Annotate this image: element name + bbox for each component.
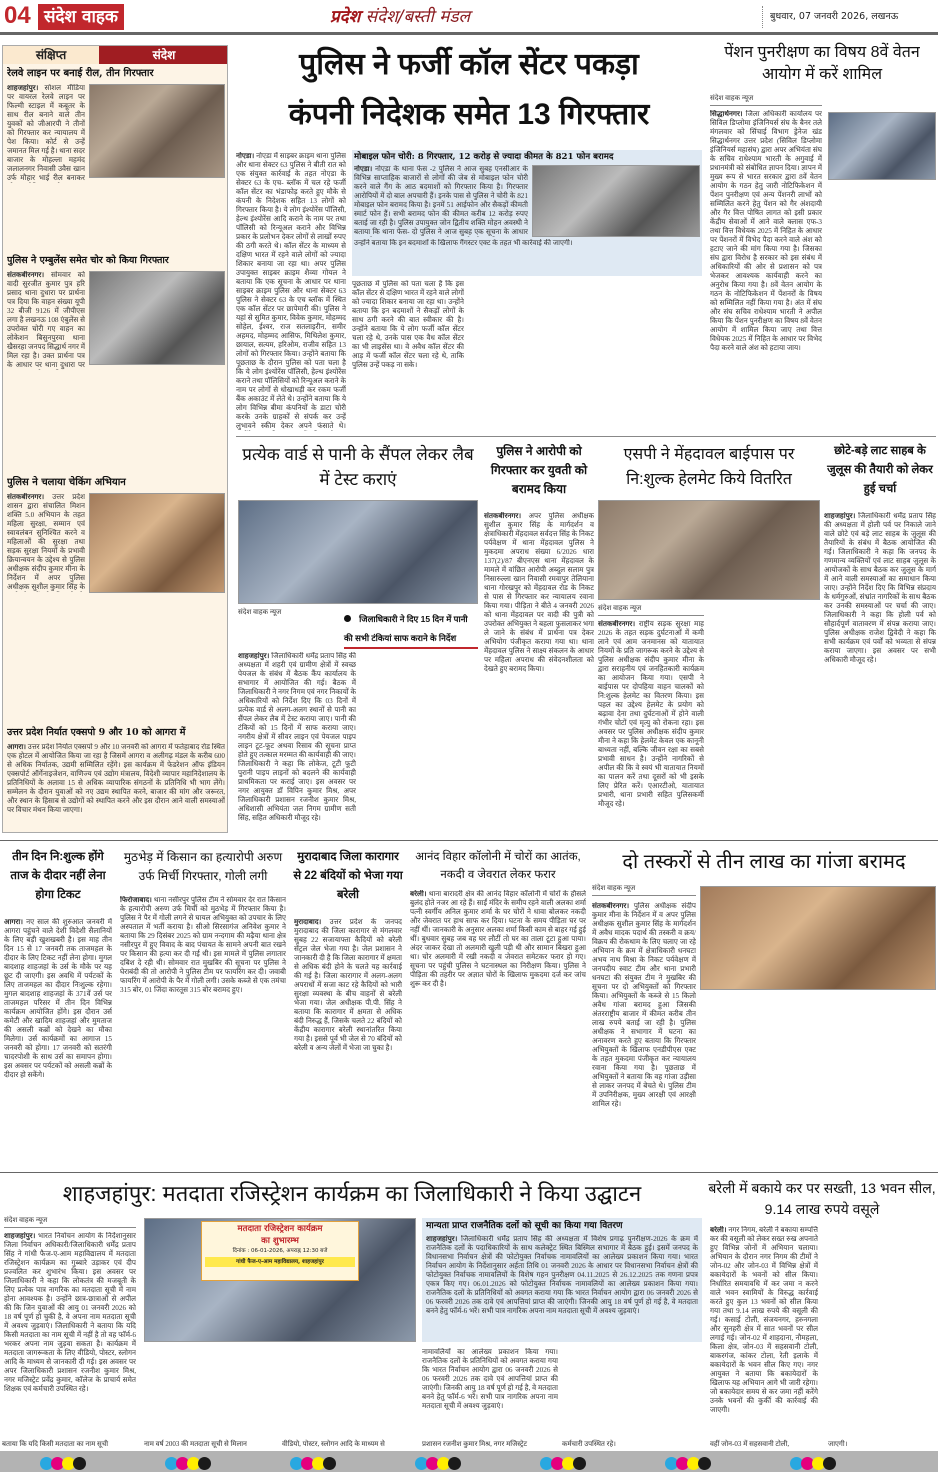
pension-byline: संदेश वाहक न्यूज bbox=[710, 94, 822, 106]
divider bbox=[0, 840, 938, 841]
bareilly-tax-body-col2 bbox=[824, 1226, 934, 1433]
helmet-body-col2 bbox=[710, 604, 820, 829]
column-flow: उन्होंने बताया कि इन बदमाशों के खिलाफ गैंगस्टर एक्ट के तहत भी कार्रवाई की जाएगी। bbox=[354, 239, 573, 247]
footer-fragment: नाम वर्ष 2003 की मतदाता सूची से मिलान bbox=[144, 1440, 247, 1448]
lead-body-col2 bbox=[352, 280, 464, 424]
pension-headline: पेंशन पुनरीक्षण का विषय 8वें वेतन आयोग में करें शामिल bbox=[724, 44, 920, 83]
registration-dot bbox=[323, 1457, 336, 1470]
event-banner-venue: गांधी फैज-ए-आम महाविद्यालय, शाहजहांपुर bbox=[205, 1257, 355, 1267]
lead-headline-line1: पुलिस ने फर्जी कॉल सेंटर पकड़ा bbox=[299, 48, 639, 81]
event-banner-date: दिनांक : 06-01-2026, अपराह्न 12:30 बजे bbox=[232, 1248, 328, 1254]
sidebar-tab-left: संक्षिप्त bbox=[3, 46, 99, 64]
section-title-bold: प्रदेश bbox=[330, 7, 361, 27]
footer-fragment: वीडियो, पोस्टर, स्लोगन आदि के माध्यम से bbox=[282, 1440, 385, 1448]
column-flow: सिद्धार्थनगर। जिला अधिकारी कार्यालय पर सिविल डिप्लोमा इंजिनियर्स संघ के बैनर तले मंगलवार को सिंचाई विभाग ड्रेनेज खंड सिद्धार्थनगर उत्तर प्रदेश (सिविल डिप्लोमा इंजिनियर्स महासंघ) द्वारा अपर अभियंता संघ के सचिव राधेश्याम भारती के अगुवाई में प्रधानमंत्री को संबोधित ज्ञापन दिया। ज्ञापन में मुख्य रूप से भारत सरकार द्वारा 8वें वेतन आयोग के गठन हेतु जारी नोटिफिकेशन में पेंशन पुनरीक्षण एवं अन्य पेंशनरी लाभों को सम्मिलित करने हेतु पेंशन को गैर अंशदायी और गैर वित्त पोषित लागत को इसी प्रकार केंद्रीय सेवाओं में आने वाले क्लास एफ-3 तथा वित्त विधेयक 2025 में निहित के आधार पर पेंशनरों में विभेद पैदा करने वाले अंश को हटाए जाने की मांग किया गया है। जिसका संघ द्वारा विरोध है सरकार को इस संबंध में अधिकारियों की ओर से प्रशासन को पत्र भेजकर आवश्यक कार्यवाही करने का अनुरोध किया गया है। 8वें वेतन आयोग के गठन के नोटिफिकेशन में पेंशनरों के विषय को सम्मिलित नहीं किया गया है। अंत में संघ और संघ सचिव राधेश्याम भारती ने अपील किया कि पेंशन पुनरीक्षण का विषय 8वें वेतन आयोग में शामिल किया जाए तथा वित्त विधेयक 2025 में निहित के आधार पर विभेद पैदा करने वाले अंश को हटाया जाय। bbox=[710, 110, 822, 352]
column-flow: शाहजहांपुर। जिलाधिकारी धर्मेंद्र प्रताप सिंह की अध्यक्षता में होली पर्व पर निकाले जाने वाले छोटे एवं बड़े लाट साहब के जुलूस की तैयारियों के संबंध में बैठक आयोजित की गई। जिलाधिकारी ने कहा कि जनपद के गणमान्य व्यक्तियों एवं लाट साहब जुलूस के आयोजकों के साथ बैठक कर जुलूस के मार्ग में आने वाली समस्याओं का समाधान किया जाए। उन्होंने निर्देश दिए कि विभिन्न संप्रदाय के धर्मगुरुओं, संभ्रांत नागरिकों के साथ बैठक कर उनकी समस्याओं पर चर्चा की जाए। जिलाधिकारी ने कहा कि होली पर्व को सौहार्दपूर्ण वातावरण में संपन्न कराया जाए। पुलिस अधीक्षक राजेश द्विवेदी ने कहा कि सभी कार्यक्रम एवं पर्वों को भव्यता से संपन्न कराया जाएगा। इस अवसर पर सभी अधिकारी मौजूद रहे। bbox=[824, 512, 936, 664]
event-banner-title: मतदाता रजिस्ट्रेशन कार्यक्रम bbox=[237, 1224, 323, 1234]
cmyk-registration-mark bbox=[665, 1455, 717, 1469]
brief-photo bbox=[89, 84, 225, 178]
footer-fragment: बताया कि यदि किसी मतदाता का नाम सूची bbox=[2, 1440, 109, 1448]
cmyk-registration-mark bbox=[290, 1455, 342, 1469]
column-flow: संतकबीरनगर। सोमवार को वादी सुरजीत कुमार पुत्र हरि प्रसाद थाना दुधारा पर प्रार्थना पत्र दिया कि वाहन संख्या यूपी 32 बीजी 9126 में जीपीएस लगा है लखनऊ 108 एंबुलेंस से उपरोक्त चोरी गए वाहन का लोकेशन बिसुनपुरवा थाना खैसरहा जनपद सिद्धार्थ नगर में मिल रहा है। उक्त प्रार्थना पत्र के आधार पर थाना दुधारा पर bbox=[7, 271, 85, 369]
brief-photo bbox=[89, 493, 225, 593]
kidnap-body bbox=[484, 512, 594, 827]
voter-body-col2 bbox=[144, 1348, 276, 1429]
brief-body bbox=[7, 271, 85, 370]
anand-vihar-story bbox=[408, 846, 588, 1168]
column-flow: संतकबीरनगर। अपर पुलिस अधीक्षक सुशील कुमार सिंह के मार्गदर्शन व क्षेत्राधिकारी मेंहदावल सर्वदत्त सिंह के निकट पर्यवेक्षण में थाना मेंहदावल पुलिस ने मुकदमा अपराध संख्या 6/2026 धारा 137(2)/87 बीएनएस थाना मेंहदावल के मामले में वांछित आरोपी अब्दुल सलाम पुत्र निसारुल्ला खान निवासी रमवापुर तेलियाना थाना गोरखपुर को मेंहदावल रोड के निकट से पास से गिरफ्तार कर न्यायालय रवाना किया गया। पीड़िता ने बीते 4 जनवरी 2026 को थाना मेंहदावल पर वादी की पुत्री को उपरोक्त अभियुक्त ने बहला फुसलाकर भगा ले जाने के संबंध में प्रार्थना पत्र देकर अभियोग पंजीकृत कराया गया था। थाना मेंहदावल पुलिस ने साक्ष्य संकलन के आधार पर महिला अपराध की संवेदनशीलता को देखते हुए बरामद किया। bbox=[484, 512, 594, 673]
encounter-headline: मुठभेड़ में किसान का हत्यारोपी अरुण उर्फ मिर्ची गिरफ्तार, गोली लगी bbox=[123, 850, 283, 883]
water-body-col2 bbox=[360, 652, 478, 832]
footer-fragment: वहीं जोन-03 में सहसवानी टोली, bbox=[710, 1440, 790, 1448]
helmet-headline: एसपी ने मेंहदावल बाईपास पर नि:शुल्क हेलमेट किये वितरित bbox=[623, 446, 795, 488]
moradabad-body bbox=[294, 918, 402, 1161]
registration-dot bbox=[573, 1457, 586, 1470]
voter-headline: शाहजहांपुर: मतदाता रजिस्ट्रेशन कार्यक्रम का जिलाधिकारी ने किया उद्घाटन bbox=[62, 1181, 642, 1206]
lead-story bbox=[236, 40, 702, 434]
moradabad-headline: मुरादाबाद जिला कारागार से 22 बंदियों को भेजा गया बरेली bbox=[293, 851, 403, 901]
footer-fragment: जाएगी। bbox=[828, 1440, 848, 1448]
event-banner bbox=[201, 1221, 359, 1281]
registration-dot bbox=[198, 1457, 211, 1470]
column-flow: संतकबीरनगर। पुलिस अधीक्षक संदीप कुमार मीना के निर्देशन में व अपर पुलिस अधीक्षक सुशील कुमार सिंह के मार्गदर्शन में अवैध मादक पदार्थ की तस्करी व क्रय/विक्रय की रोकथाम के लिए चलाए जा रहे अभियान के क्रम में क्षेत्राधिकारी धनघटा अभय नाथ मिश्रा के निकट पर्यवेक्षण में जनपदीय स्वाट टीम और थाना प्रभारी धनघटा की संयुक्त टीम ने मुखबिर की सूचना पर दो अभियुक्तों को गिरफ्तार किया। अभियुक्तों के कब्जे से 15 किलो अवैध गांजा बरामद हुआ जिसकी अंतरराष्ट्रीय बाजार में कीमत करीब तीन लाख रुपये बताई जा रही है। पुलिस अधीक्षक ने सभागार में घटना का अनावरण करते हुए बताया कि गिरफ्तार अभियुक्तों के खिलाफ एनडीपीएस एक्ट के तहत मुकदमा पंजीकृत कर न्यायालय रवाना किया गया है। पूछताछ में अभियुक्तों ने बताया कि वह गांजा उड़ीसा से लाकर जनपद में बेचते थे। पुलिस टीम में उपनिरीक्षक, मुख्य आरक्षी एवं आरक्षी शामिल रहे। bbox=[592, 902, 696, 1108]
parties-body bbox=[426, 1235, 698, 1334]
date-line: बुधवार, 07 जनवरी 2026, लखनऊ bbox=[770, 11, 899, 22]
date-divider bbox=[762, 6, 763, 28]
voter-body-col3 bbox=[282, 1348, 416, 1429]
lead-body-col3 bbox=[470, 280, 582, 424]
column-flow: शाहजहांपुर। भारत निर्वाचन आयोग के निर्देशानुसार जिला निर्वाचन अधिकारी/जिलाधिकारी धर्मेंद्र प्रताप सिंह ने गांधी फैज-ए-आम महाविद्यालय में मतदाता रजिस्ट्रेशन कार्यक्रम का गुब्बारे उड़ाकर एवं दीप प्रज्वलित कर शुभारंभ किया। इस अवसर पर जिलाधिकारी ने कहा कि लोकतंत्र की मजबूती के लिए प्रत्येक पात्र नागरिक का मतदाता सूची में नाम होना आवश्यक है। उन्होंने छात्र-छात्राओं से अपील की कि जिन युवाओं की आयु 01 जनवरी 2026 को 18 वर्ष पूर्ण हो चुकी है, वे अपना नाम मतदाता सूची में अवश्य जुड़वाएं। जिलाधिकारी ने बताया कि यदि किसी मतदाता का नाम सूची में नहीं है तो वह फॉर्म-6 भरकर अपना नाम जुड़वा सकता है। कार्यक्रम में मतदाता जागरूकता के लिए वीडियो, पोस्टर, स्लोगन आदि के माध्यम से जानकारी दी गई। इस अवसर पर अपर जिलाधिकारी प्रशासन रजनीश कुमार मिश्र, नगर मजिस्ट्रेट प्रवेंद्र कुमार, कॉलेज के प्राचार्य समेत शिक्षक एवं कर्मचारी उपस्थित रहे। bbox=[4, 1232, 136, 1393]
taj-story bbox=[2, 846, 114, 1168]
helmet-distribution-photo bbox=[598, 500, 820, 600]
ganja-byline: संदेश वाहक न्यूज bbox=[592, 884, 696, 896]
brief-body bbox=[7, 743, 225, 824]
ganja-body bbox=[592, 902, 696, 1163]
brief-headline: रेलवे लाइन पर बनाई रील, तीन गिरफ्तार bbox=[7, 68, 154, 79]
section-title-rest: संदेश/बस्ती मंडल bbox=[365, 7, 471, 27]
ganja-seizure-photo bbox=[700, 886, 936, 990]
brief-body-continued bbox=[7, 185, 225, 248]
kidnap-story bbox=[484, 440, 594, 836]
voter-byline: संदेश वाहक न्यूज bbox=[4, 1216, 136, 1228]
parties-body-col2 bbox=[422, 1348, 558, 1429]
cmyk-registration-mark bbox=[165, 1455, 217, 1469]
column-flow: बरेली। थाना बारादरी क्षेत्र की आनंद विहार कॉलोनी में चोरों के हौसले बुलंद होते नजर आ रहे हैं। साईं मंदिर के समीप रहने वाली अलका शर्मा पत्नी स्वर्गीय अनिल कुमार शर्मा के घर चोरों ने धावा बोलकर नकदी और जेवरात पर हाथ साफ कर दिया। घटना के समय पीड़िता घर पर नहीं थीं। जानकारी के अनुसार अलका शर्मा किसी काम से बाहर गई हुई थीं। बुधवार सुबह जब वह घर लौटीं तो घर का ताला टूटा हुआ पाया। अंदर जाकर देखा तो अलमारी खुली पड़ी थी और सामान बिखरा हुआ था। चोर अलमारी में रखी नकदी व जेवरात समेटकर फरार हो गए। सूचना पर पहुंची पुलिस ने घटनास्थल का निरीक्षण किया। पुलिस ने पीड़िता की तहरीर पर अज्ञात चोरों के खिलाफ मुकदमा दर्ज कर जांच शुरू कर दी है। bbox=[410, 890, 586, 988]
masthead bbox=[0, 0, 938, 36]
helmet-body bbox=[598, 620, 704, 827]
brief-photo bbox=[89, 271, 225, 365]
voter-body bbox=[4, 1232, 136, 1430]
column-flow: संतकबीरनगर। उत्तर प्रदेश शासन द्वारा संचालित मिशन शक्ति 5.0 अभियान के तहत महिला सुरक्षा, सम्मान एवं स्वावलंबन सुनिश्चित करने व महिलाओं की सुरक्षा तथा सड़क सुरक्षा नियमों के प्रभावी क्रियान्वयन के उद्देश्य से पुलिस अधीक्षक संदीप कुमार मीना के निर्देशन में अपर पुलिस अधीक्षक सुशील कुमार सिंह के bbox=[7, 493, 85, 591]
kidnap-headline: पुलिस ने आरोपी को गिरफ्तार कर युवती को बरामद किया bbox=[490, 444, 588, 496]
voter-story bbox=[2, 1176, 702, 1436]
moradabad-story bbox=[292, 846, 404, 1168]
brief-headline: पुलिस ने चलाया चेकिंग अभियान bbox=[7, 477, 126, 488]
water-byline: संदेश वाहक न्यूज bbox=[238, 609, 282, 616]
pension-photo bbox=[828, 112, 936, 180]
taj-headline: तीन दिन नि:शुल्क होंगे ताज के दीदार नहीं लेना होगा टिकट bbox=[10, 851, 106, 901]
parties-box bbox=[422, 1218, 702, 1342]
anand-vihar-headline: आनंद विहार कॉलोनी में चोरों का आतंक, नकदी व जेवरात लेकर फरार bbox=[415, 851, 581, 881]
column-flow: संतकबीरनगर। राष्ट्रीय सड़क सुरक्षा माह 2026 के तहत सड़क दुर्घटनाओं में कमी लाने एवं आम जनमानस को यातायात नियमों के प्रति जागरूक करने के उद्देश्य से पुलिस अधीक्षक संदीप कुमार मीना के द्वारा सराहनीय एवं जनहितकारी कार्यक्रम का आयोजन किया गया। एसपी ने बाईपास पर दोपहिया वाहन चालकों को नि:शुल्क हेलमेट का वितरण किया। इस पहल का उद्देश्य हेलमेट के प्रयोग को बढ़ावा देना तथा दुर्घटनाओं में होने वाली गंभीर चोटों एवं मृत्यु को रोकना रहा। इस अवसर पर पुलिस अधीक्षक संदीप कुमार मीना ने कहा कि हेलमेट केवल एक कानूनी बाध्यता नहीं, बल्कि जीवन रक्षा का सबसे प्रभावी साधन है। उन्होंने नागरिकों से अपील की कि वे स्वयं भी यातायात नियमों का पालन करें तथा दूसरों को भी इसके लिए प्रेरित करें। एआरटीओ, यातायात प्रभारी, थाना प्रभारी सहित पुलिसकर्मी मौजूद रहे। bbox=[598, 620, 704, 808]
lead-body-col4 bbox=[588, 280, 702, 424]
bullet-icon bbox=[344, 615, 351, 622]
pension-story bbox=[708, 40, 936, 434]
mobile-phones-photo bbox=[532, 165, 700, 237]
section-title bbox=[330, 6, 470, 28]
divider bbox=[236, 436, 936, 437]
water-highlight bbox=[344, 607, 478, 649]
water-headline: प्रत्येक वार्ड से पानी के सैंपल लेकर लैब में टेस्ट कराएं bbox=[242, 445, 474, 489]
pension-body bbox=[710, 110, 822, 434]
bareilly-tax-story bbox=[708, 1176, 936, 1436]
ganja-headline: दो तस्करों से तीन लाख का गांजा बरामद bbox=[622, 851, 906, 873]
cmyk-registration-mark bbox=[40, 1455, 92, 1469]
registration-dot bbox=[73, 1457, 86, 1470]
column-flow: नोएडा। नोएडा में साइबर क्राइम थाना पुलिस और थाना सेक्टर 63 पुलिस ने बीती रात को एक संयुक्त कार्रवाई के तहत नोएडा के सेक्टर 63 के एच- ब्लॉक में चल रहे फर्जी कॉल सेंटर का भंडाफोड़ करते हुए मौके से कंपनी के निदेशक सहित 13 लोगों को गिरफ्तार किया है। ये लोग इंश्योरेंस पॉलिसी, हेल्थ इंश्योरेंस आदि कराने के नाम पर तथा पॉलिसी को रिन्यूअल कराने और विभिन्न प्रकार के प्रलोभन देकर लोगों से लाखों रुपए की ठगी करते थे। कॉल सेंटर के माध्यम से दक्षिण भारत में रहने वाले लोगों को ज्यादा शिकार बनाया जा रहा था। अपर पुलिस उपायुक्त साइबर क्राइम शैव्या गोयल ने बताया कि एक सूचना के आधार पर थाना साइबर क्राइम पुलिस और थाना सेक्टर 63 पुलिस ने सेक्टर 63 के एच ब्लॉक में स्थित एक कॉल सेंटर पर छापेमारी की। पुलिस ने यहां से सुमित कुमार, विवेक कुमार, मोहम्मद सोहेल, ईश्वर, राज सतलाइरीन, समीर अहमद, मोहम्मद आसिफ, मिथिलेश कुमार, छायाल, सत्यम, हरिओम, राजीव सहित 13 लोगों को गिरफ्तार किया। उन्होंने बताया कि पूछताछ के दौरान पुलिस को पता चला है कि ये लोग इंश्योरेंस पॉलिसी, हेल्थ इंश्योरेंस कराने तथा पॉलिसियों को रिन्यूअल कराने के नाम पर लोगों से धोखाधड़ी कर रकम फर्जी बैंक अकाउंट में लेते थे। उन्होंने बताया कि ये लोग विभिन्न बीमा कंपनियों के डाटा चोरी करके उनके ग्राहकों से संपर्क कर उन्हें लुभावने स्कीम देकर अपने फंसाते थे। bbox=[236, 152, 346, 430]
holi-story bbox=[824, 440, 936, 836]
cmyk-registration-mark bbox=[790, 1455, 842, 1469]
encounter-story bbox=[118, 846, 288, 1168]
bareilly-tax-headline: बरेली में बकाये कर पर सख्ती, 13 भवन सील, 9.14 लाख रुपये वसूले bbox=[708, 1180, 936, 1217]
footer-fragment: प्रशासन रजनीश कुमार मिश्र, नगर मजिस्ट्रेट bbox=[422, 1440, 528, 1448]
mobile-theft-body-continued bbox=[354, 239, 700, 275]
column-flow: शाहजहांपुर। जिलाधिकारी धर्मेंद्र प्रताप सिंह की अध्यक्षता में विशेष प्रगाढ़ पुनरीक्षण-2026 के क्रम में राजनैतिक दलों के पदाधिकारियों के साथ कलेक्ट्रेट स्थित बिस्मिल सभागार में बैठक हुई। इसमें जनपद के विधानसभा निर्वाचन क्षेत्रों की फोटोयुक्त निर्वाचक नामावलियों का आलेख्य प्रकाशन किया गया। भारत निर्वाचन आयोग के निर्देशानुसार अर्हता तिथि 01 जनवरी 2026 के आधार पर विधानसभा निर्वाचन क्षेत्रों की फोटोयुक्त निर्वाचक नामावलियों के विशेष गहन पुनरीक्षण 04.11.2025 से 26.12.2025 तक गणना प्रपत्र एकत्र किए गए। 06.01.2026 को फोटोयुक्त निर्वाचक नामावलियों का आलेख्य प्रकाशन किया गया। राजनैतिक दलों के प्रतिनिधियों को अवगत कराया गया कि भारत निर्वाचन आयोग द्वारा 06 जनवरी 2026 से 06 फरवरी 2026 तक दावे एवं आपत्तियां प्राप्त की जाएंगी। जिनकी आयु 18 वर्ष पूर्ण हो गई है, वे मतदाता बनने हेतु फॉर्म-6 भरें। सभी पात्र नागरिक अपना नाम मतदाता सूची में अवश्य जुड़वाएं। bbox=[426, 1235, 698, 1315]
masthead-rule bbox=[0, 32, 938, 35]
event-banner-subtitle: का शुभारम्भ bbox=[261, 1236, 299, 1246]
paper-name-logo: संदेश वाहक bbox=[38, 4, 124, 30]
column-flow: शाहजहांपुर। जिलाधिकारी धर्मेंद्र प्रताप सिंह की अध्यक्षता में शहरी एवं ग्रामीण क्षेत्रों में स्वच्छ पेयजल के संबंध में बैठक कैंप कार्यालय के सभागार में आयोजित की गई। बैठक में जिलाधिकारी ने नगर निगम एवं नगर निकायों के अधिकारियों को निर्देश दिए कि 03 दिनों में प्रत्येक वार्ड से अलग-अलग स्थानों से पानी का सैंपल लेकर लैब में टेस्ट कराया जाए। पानी की टंकियों को 15 दिनों में साफ कराया जाए। नगरीय क्षेत्रों में सीवर लाइन एवं पेयजल पाइप लाइन टूट-फूट अथवा रिसाव की सूचना प्राप्त होते हुए तत्काल मरम्मत की कार्यवाही की जाए। जिलाधिकारी ने कहा कि लोकेज, टूटी फूटी पुरानी पाइप लाइनों को बदलने की कार्यवाही प्राथमिकता पर कराई जाए। इस अवसर पर नगर आयुक्त डॉ विपिन कुमार मिश्र, अपर जिलाधिकारी प्रशासन रजनीश कुमार मिश्र, अधिशासी अभियंता जल निगम ग्रामीण सती सिंह, सहित अधिकारी मौजूद रहे। bbox=[238, 652, 356, 822]
ganja-body-col2 bbox=[700, 994, 814, 1165]
brief-news-sidebar bbox=[2, 45, 228, 833]
water-highlight-text: जिलाधिकारी ने दिए 15 दिन में पानी की सभी टंकियां साफ कराने के निर्देश bbox=[344, 614, 468, 643]
taj-body bbox=[4, 918, 112, 1161]
brief-body bbox=[7, 84, 85, 183]
holi-headline: छोटे-बड़े लाट साहब के जुलूस की तैयारी को लेकर हुई चर्चा bbox=[827, 445, 933, 495]
column-flow: आगरा। नए साल की शुरुआत जनवरी में आगरा पहुंचने वाले देशी विदेशी सैलानियों के लिए बड़ी खुशखबरी है। इस माह तीन दिन 15 से 17 जनवरी तक ताजमहल के दीदार के लिए टिकट नहीं लेना होगा। मुगल बादशाह शाहजहां के उर्स के मौके पर यह छूट दी जाएगी। इस अवधि में पर्यटकों के लिए ताजमहल का दीदार निःशुल्क रहेगा। मुगल बादशाह शाहजहां के 371वें उर्स पर ताजमहल परिसर में तीन दिन विभिन्न कार्यक्रम आयोजित होंगे। इस दौरान उर्स कमेटी और खादिम शाहजहां और मुमताज की असली कब्रों को देखने का मौका मिलेगा। उर्स कार्यक्रमों का आगाज 15 जनवरी को होगा। 17 जनवरी को सतरंगी चादरपोशी के साथ उर्स का समापन होगा। इस अवसर पर पर्यटकों को असली कब्रों के दीदार हो सकेंगे। bbox=[4, 918, 112, 1079]
column-flow: आगरा। उत्तर प्रदेश निर्यात एक्सपो 9 और 10 जनवरी को आगरा में फतेहाबाद रोड स्थित एक होटल में आयोजित किया जा रहा है जिसमें आगरा व अलीगढ़ मंडल के करीब 600 से अधिक निर्यातक, उद्यमी सम्मिलित रहेंगे। इस कार्यक्रम में फेडरेशन ऑफ इंडियन एक्सपोर्ट ऑर्गेनाइजेशन, वाणिज्य एवं उद्योग मंत्रालय, विदेशी व्यापार महानिदेशालय के प्रतिनिधियों के अलावा 15 से अधिक व्यापारिक संगठनों के प्रतिनिधि भी भाग लेंगे। सम्मेलन के दौरान युवाओं को नए उद्यम स्थापित करने, बाजार की मांग और जरूरत, और स्थान के हिसाब से उद्योगों को स्थापित करने और इस दौरान आने वाली समस्याओं पर विचार मंथन किया जाएगा। bbox=[7, 743, 225, 814]
lead-headline-line2: कंपनी निदेशक समेत 13 गिरफ्तार bbox=[288, 98, 650, 131]
helmet-byline: संदेश वाहक न्यूज bbox=[598, 604, 704, 616]
footer-fragment: कर्मचारी उपस्थित रहे। bbox=[562, 1440, 616, 1448]
brief-body-continued bbox=[7, 596, 225, 722]
column-flow: पूछताछ में पुलिस को पता चला है कि इस कॉल सेंटर से दक्षिण भारत में रहने वाले लोगों को ज्यादा शिकार बनाया जा रहा था। उन्होंने बताया कि इन बदमाशों ने सैकड़ों लोगों के साथ ठगी करने की बात स्वीकार की है। उन्होंने बताया कि ये लोग फर्जी कॉल सेंटर चला रहे थे, उनके पास एक वैध कॉल सेंटर का भी लाइसेंस था। वे अवैध कॉल सेंटर की आड़ में फर्जी कॉल सेंटर चला रहे थे, ताकि पुलिस उन्हें पकड़ ना सके। bbox=[352, 280, 464, 369]
column-flow: नोएडा। नोएडा के थाना फेस -2 पुलिस ने आज सुबह एनसीआर के विभिन्न साप्ताहिक बाजारों से लोगों की जेब से मोबाइल फोन चोरी करने वाले गैंग के आठ बदमाशों को गिरफ्तार किया है। गिरफ्तार आरोपियों में दो बाल अपचारी हैं। इनके पास से पुलिस ने चोरी के 821 मोबाइल फोन बरामद किया है। इनमें 51 आईफोन और सैकड़ों कीमती स्मार्ट फोन हैं। सभी बरामद फोन की कीमत करीब 12 करोड़ रुपए बताई जा रही है। पुलिस उपायुक्त जोन द्वितीय शक्ति मोहन अवस्थी ने बताया कि थाना फेस- दो पुलिस ने आज सुबह एक सूचना के आधार bbox=[354, 165, 528, 236]
pension-body-col2 bbox=[828, 184, 936, 427]
column-flow: शाहजहांपुर। सोशल मीडिया पर वायरल रेलवे लाइन पर फिल्मी स्टाइल में कबूतर के साथ रील बनाने वाले तीन युवकों को जीआरपी ने तीनों को गिरफ्तार कर न्यायालय में पेश किया। कोर्ट से उन्हें जमानत मिल गई है। थाना सदर बाजार के मोहल्ला महमंद जलालनगर निवासी उवैस खान उर्फ मौहार भाई रील बनाकर bbox=[7, 84, 85, 182]
column-flow: बरेली। नगर निगम, बरेली ने बकाया सम्पत्ति कर की वसूली को लेकर सख्त रुख अपनाते हुए विभिन्न जोनों में अभियान चलाया। अभियान के दौरान नगर निगम की टीमों ने जोन-02 और जोन-03 में विभिन्न क्षेत्रों में बकायेदारों के भवनों को सील किया। निर्धारित समयावधि में कर जमा न करने वाले भवन स्वामियों के विरुद्ध कार्रवाई करते हुए कुल 13 भवनों को सील किया गया तथा 9.14 लाख रुपये की वसूली की गई। कसाई टोली, संजयनगर, हरुनगला और सुनहरी क्षेत्र में सात भवनों पर सील लगाई गई। जोन-02 में शाहदाना, नौमहला, किला क्षेत्र, जोन-03 में सहसवानी टोली, बाकरगंज, कांकर टोला, रेती इलाके में बकायेदारों के भवन सील किए गए। नगर आयुक्त ने बताया कि बकायेदारों के खिलाफ यह अभियान आगे भी जारी रहेगा। जो बकायेदार समय से कर जमा नहीं करेंगे उनके भवनों की कुर्की की कार्रवाई की जाएगी। bbox=[710, 1226, 818, 1414]
water-meeting-photo bbox=[238, 500, 478, 604]
holi-body bbox=[824, 512, 936, 827]
brief-headline: उत्तर प्रदेश निर्यात एक्सपो 9 और 10 को आगरा में bbox=[7, 727, 186, 738]
voter-event-photo bbox=[144, 1218, 416, 1342]
mobile-theft-box bbox=[352, 150, 702, 276]
water-body bbox=[238, 652, 356, 832]
ganja-body-col3 bbox=[820, 994, 936, 1165]
ganja-story bbox=[592, 846, 936, 1168]
brief-body-continued bbox=[7, 372, 225, 471]
page-number: 04 bbox=[4, 2, 31, 29]
registration-dot bbox=[823, 1457, 836, 1470]
brief-headline: पुलिस ने एम्बुलेंस समेत चोर को किया गिरफ्तार bbox=[7, 255, 169, 266]
registration-dot bbox=[698, 1457, 711, 1470]
anand-vihar-body bbox=[410, 890, 586, 1160]
registration-dot bbox=[448, 1457, 461, 1470]
cmyk-registration-mark bbox=[540, 1455, 592, 1469]
encounter-body bbox=[120, 896, 286, 1166]
column-flow: फिरोजाबाद। थाना नसीरपुर पुलिस टीम ने सोमवार देर रात किसान के हत्यारोपी अरुण उर्फ मिर्ची को मुठभेड़ में गिरफ्तार किया है। पुलिस ने पैर में गोली लगने से घायल अभियुक्त को उपचार के लिए अस्पताल में भर्ती कराया है। सीओ सिरसागंज अनिवेश कुमार ने बताया कि 29 दिसंबर 2025 को ग्राम नन्दगाम की मढ़ैया थाना क्षेत्र नसीरपुर में हुए विवाद के बाद पंचायत के सामने अपनी बात रखने पर किसान की हत्या कर दी गई थी। इस मामले में पुलिस लगातार दबिश दे रही थी। सोमवार रात मुखबिर की सूचना पर पुलिस ने घेराबंदी की तो आरोपी ने पुलिस टीम पर फायरिंग कर दी। जवाबी फायरिंग में आरोपी के पैर में गोली लगी। उसके कब्जे से एक तमंचा 315 बोर, 01 जिंदा कारतूस 315 बोर बरामद हुए। bbox=[120, 896, 286, 994]
helmet-story bbox=[598, 440, 820, 836]
divider bbox=[0, 1172, 938, 1173]
column-flow: नामावलियों का आलेख्य प्रकाशन किया गया। राजनैतिक दलों के प्रतिनिधियों को अवगत कराया गया कि भारत निर्वाचन आयोग द्वारा 06 जनवरी 2026 से 06 फरवरी 2026 तक दावे एवं आपत्तियां प्राप्त की जाएंगी। जिनकी आयु 18 वर्ष पूर्ण हो गई है, वे मतदाता बनने हेतु फॉर्म-6 भरें। सभी पात्र नागरिक अपना नाम मतदाता सूची में अवश्य जुड़वाएं। bbox=[422, 1348, 558, 1410]
parties-body-col3 bbox=[564, 1348, 702, 1429]
brief-body bbox=[7, 493, 85, 592]
water-story bbox=[236, 440, 480, 836]
parties-headline: मान्यता प्राप्त राजनैतिक दलों को सूची का किया गया वितरण bbox=[426, 1221, 623, 1231]
mobile-theft-headline: मोबाइल फोन चोरी: 8 गिरफ्तार, 12 करोड़ से ज्यादा कीमत के 821 फोन बरामद bbox=[354, 152, 614, 162]
lead-body bbox=[236, 152, 346, 431]
sidebar-tab-right: संदेश bbox=[99, 46, 228, 64]
column-flow: मुरादाबाद। उत्तर प्रदेश के जनपद मुरादाबाद की जिला कारागार से मंगलवार सुबह 22 सजायाफ्ता कैदियों को बरेली सेंट्रल जेल भेजा गया है। जेल प्रशासन ने जानकारी दी है कि जिला कारागार में क्षमता से अधिक बंदी होने के चलते यह कार्रवाई की गई है। जिला कारागार में अलग-अलग अपराधों में सजा काट रहे कैदियों को भारी सुरक्षा व्यवस्था के बीच वाहनों से बरेली भेजा गया। जेल अधीक्षक पी.पी. सिंह ने बताया कि कारागार में क्षमता से अधिक बंदी निरुद्ध हैं, जिसके चलते 22 बंदियों को केंद्रीय कारागार बरेली स्थानांतरित किया गया है। इससे पूर्व भी जेल से 70 बंदियों को बरेली व अन्य जेलों में भेजा जा चुका है। bbox=[294, 918, 402, 1052]
bareilly-tax-body bbox=[710, 1226, 818, 1433]
mobile-theft-body bbox=[354, 165, 528, 237]
cmyk-registration-mark bbox=[415, 1455, 467, 1469]
